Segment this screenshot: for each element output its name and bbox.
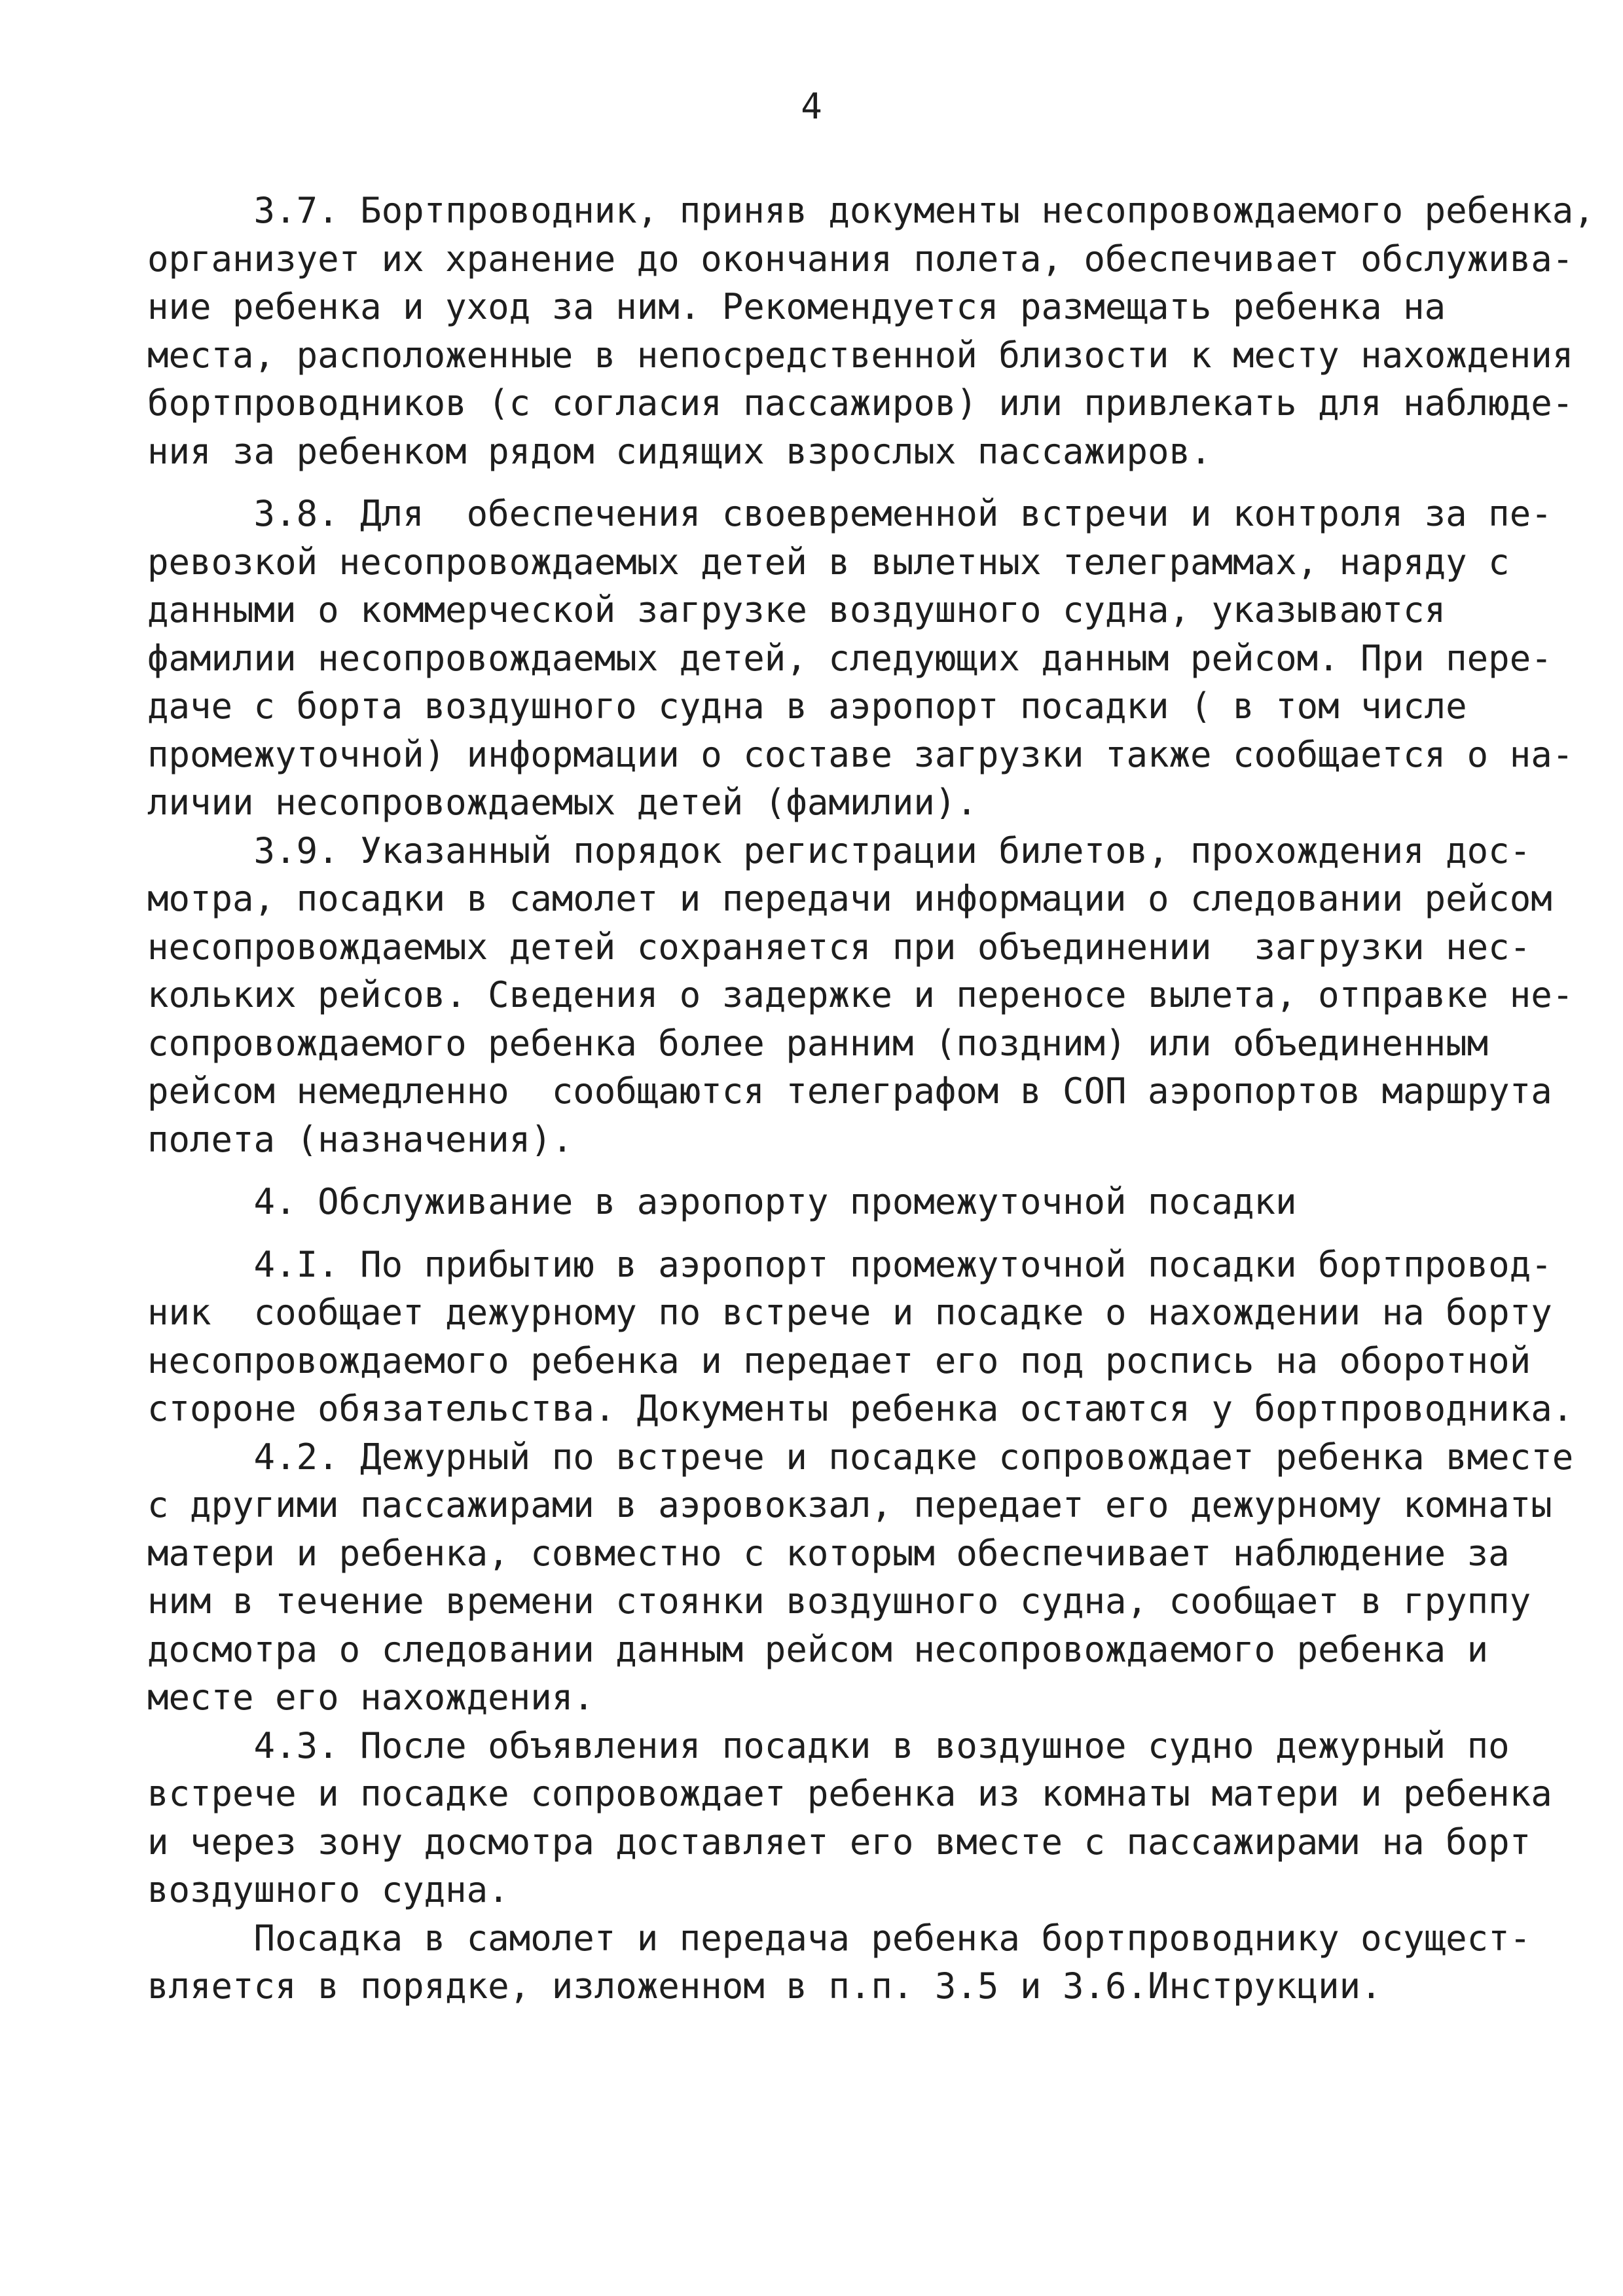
text-line: месте его нахождения.	[147, 1677, 594, 1718]
text-line: встрече и посадке сопровождает ребенка из комнаты матери и ребенка	[147, 1773, 1552, 1814]
text-line: данными о коммерческой загрузке воздушного судна, указываются	[147, 589, 1446, 630]
text-line: вляется в порядке, изложенном в п.п. 3.5 и 3.6.Инструкции.	[147, 1965, 1382, 2007]
paragraph-4-1	[147, 1241, 1574, 1433]
text-line: несопровождаемого ребенка и передает его под роспись на оборотной	[147, 1339, 1531, 1381]
text-line: бортпроводников (с согласия пассажиров) или привлекать для наблюде-	[147, 382, 1574, 424]
text-line: Посадка в самолет и передача ребенка бортпроводнику осущест-	[147, 1917, 1531, 1959]
paragraph-3-7	[147, 187, 1595, 475]
section-heading-4	[147, 1178, 1509, 1226]
text-line: ния за ребенком рядом сидящих взрослых пассажиров.	[147, 430, 1212, 472]
text-line: матери и ребенка, совместно с которым обеспечивает наблюдение за	[147, 1532, 1510, 1574]
text-line: ним в течение времени стоянки воздушного судна, сообщает в группу	[147, 1580, 1531, 1622]
text-line: полета (назначения).	[147, 1118, 574, 1160]
text-line: 3.7. Бортпроводник, приняв документы несопровождаемого ребенка,	[147, 190, 1595, 231]
text-line: стороне обязательства. Документы ребенка остаются у бортпроводника.	[147, 1388, 1574, 1429]
paragraph-3-8	[147, 490, 1574, 827]
text-line: несопровождаемых детей сохраняется при объединении загрузки нес-	[147, 926, 1531, 968]
text-line: воздушного судна.	[147, 1869, 509, 1910]
text-line: места, расположенные в непосредственной близости к месту нахождения	[147, 334, 1574, 376]
text-line: 4.2. Дежурный по встрече и посадке сопровождает ребенка вместе	[147, 1436, 1574, 1478]
paragraph-boarding	[147, 1914, 1531, 2011]
text-line: мотра, посадки в самолет и передачи информации о следовании рейсом	[147, 878, 1552, 919]
text-line: промежуточной) информации о составе загрузки также сообщается о на-	[147, 733, 1574, 775]
paragraph-4-3	[147, 1722, 1552, 1914]
text-line: даче с борта воздушного судна в аэропорт посадки ( в том числе	[147, 685, 1467, 727]
document-body	[147, 187, 1595, 2011]
text-line: 3.8. Для обеспечения своевременной встречи и контроля за пе-	[147, 493, 1552, 534]
text-line: ревозкой несопровождаемых детей в вылетных телеграммах, наряду с	[147, 541, 1510, 583]
text-line: фамилии несопровождаемых детей, следующих данным рейсом. При пере-	[147, 637, 1552, 679]
text-line: личии несопровождаемых детей (фамилии).	[147, 782, 977, 823]
text-line: с другими пассажирами в аэровокзал, передает его дежурному комнаты	[147, 1484, 1552, 1525]
text-line: досмотра о следовании данным рейсом несопровождаемого ребенка и	[147, 1628, 1489, 1670]
page-number: 4	[801, 86, 822, 127]
section-heading: 4. Обслуживание в аэропорту промежуточной посадки	[147, 1181, 1297, 1222]
paragraph-3-9	[147, 827, 1574, 1164]
text-line: кольких рейсов. Сведения о задержке и переносе вылета, отправке не-	[147, 974, 1574, 1015]
text-line: 4.3. После объявления посадки в воздушное судно дежурный по	[147, 1724, 1510, 1766]
paragraph-4-2	[147, 1433, 1574, 1722]
text-line: рейсом немедленно сообщаются телеграфом в СОП аэропортов маршрута	[147, 1070, 1552, 1112]
text-line: 3.9. Указанный порядок регистрации билетов, прохождения дос-	[147, 829, 1531, 871]
text-line: организует их хранение до окончания полета, обеспечивает обслужива-	[147, 238, 1574, 280]
text-line: 4.I. По прибытию в аэропорт промежуточной посадки бортпровод-	[147, 1243, 1552, 1285]
text-line: и через зону досмотра доставляет его вместе с пассажирами на борт	[147, 1821, 1531, 1863]
text-line: сопровождаемого ребенка более ранним (поздним) или объединенным	[147, 1022, 1489, 1064]
text-line: ник сообщает дежурному по встрече и посадке о нахождении на борту	[147, 1292, 1552, 1333]
text-line: ние ребенка и уход за ним. Рекомендуется размещать ребенка на	[147, 286, 1446, 327]
